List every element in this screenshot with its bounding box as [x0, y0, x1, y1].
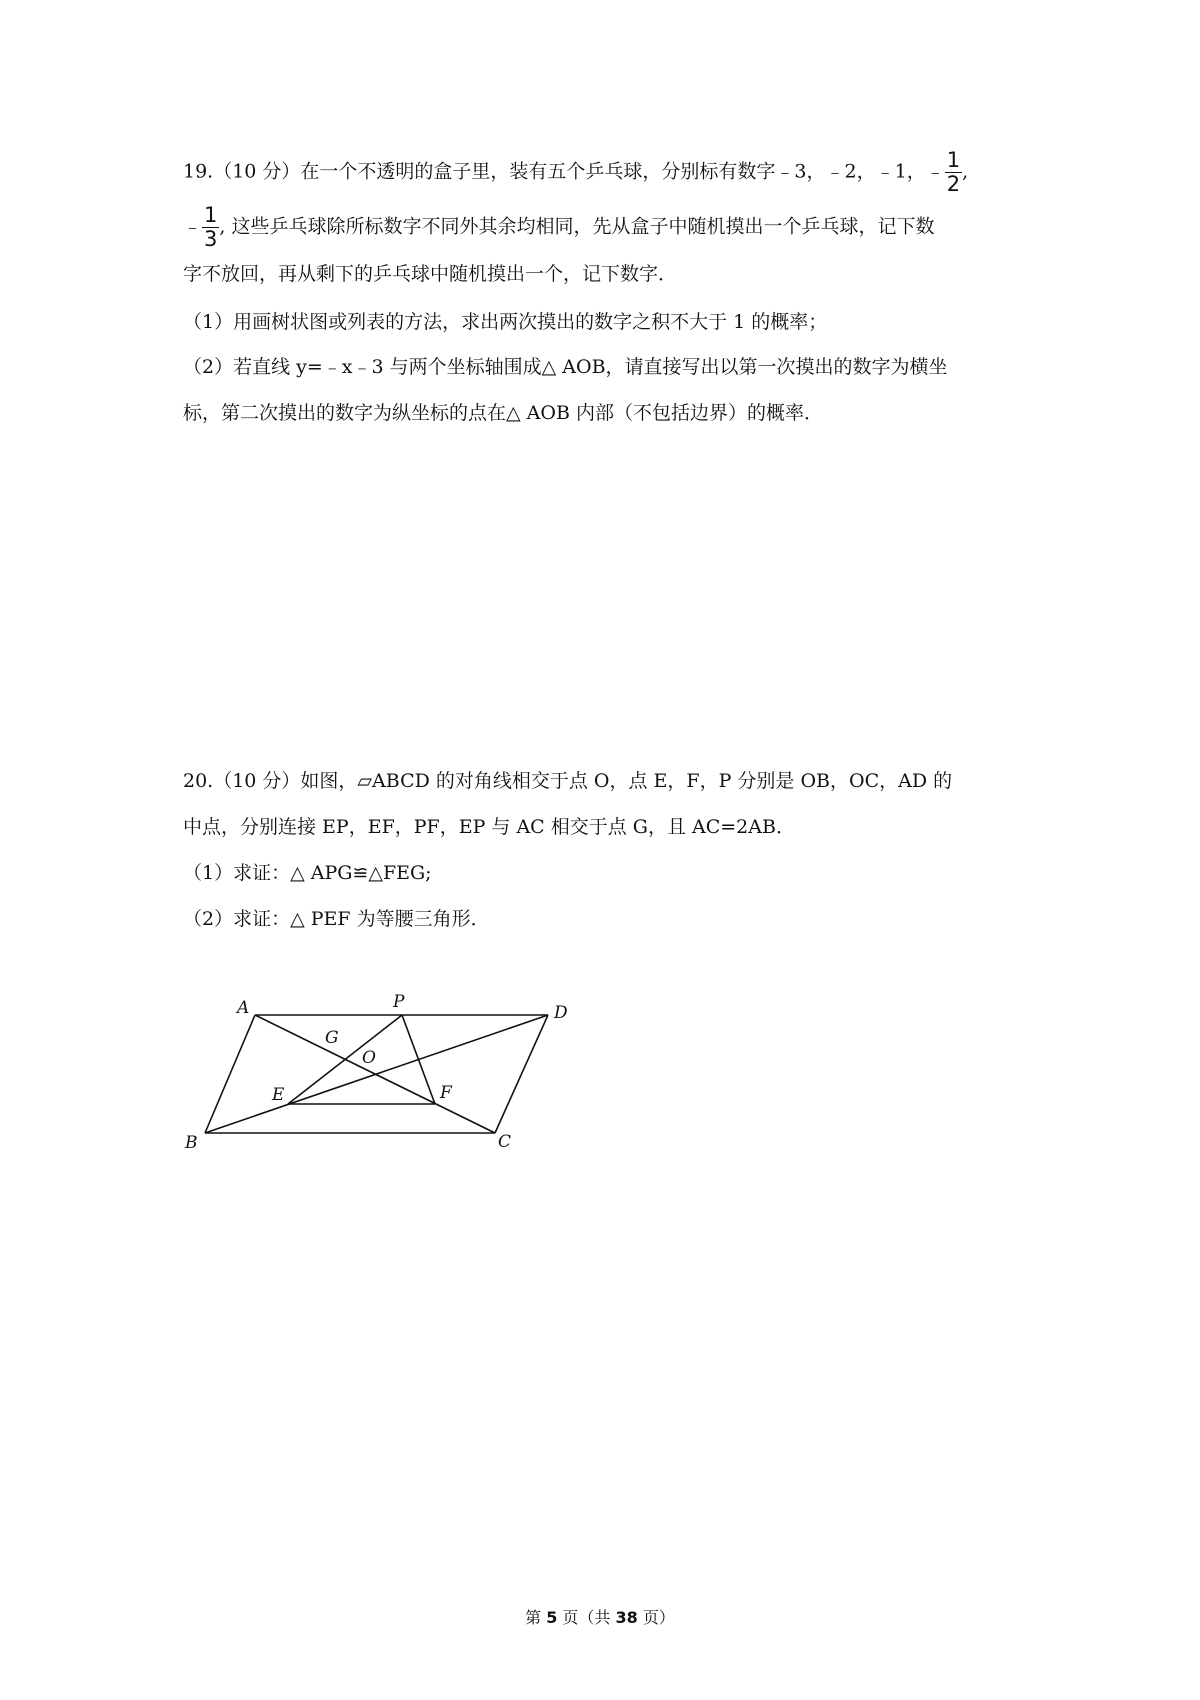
- fraction-numerator: 1: [204, 203, 218, 227]
- fraction-one-half: [945, 150, 962, 195]
- footer-total-pages: 38: [615, 1608, 638, 1627]
- fraction-numerator: 1: [946, 148, 961, 172]
- side-ab: [205, 1015, 255, 1133]
- label-g: G: [325, 1028, 339, 1048]
- side-dc: [495, 1015, 548, 1133]
- q20-line-1: 20.（10 分）如图，▱ABCD 的对角线相交于点 O，点 E，F，P 分别是 OB，OC，AD 的: [183, 770, 953, 792]
- label-o: O: [362, 1048, 376, 1068]
- footer-pre: 第: [525, 1608, 547, 1627]
- segment-ep: [288, 1015, 402, 1104]
- label-f: F: [440, 1083, 452, 1103]
- footer-page-number: 5: [546, 1608, 558, 1627]
- label-a: A: [237, 998, 250, 1018]
- q20-line-2: 中点，分别连接 EP，EF，PF，EP 与 AC 相交于点 G，且 AC=2AB．: [183, 816, 795, 838]
- q19-text-1: 19.（10 分）在一个不透明的盒子里，装有五个乒乓球，分别标有数字﹣3，﹣2，﹣1，﹣: [183, 160, 945, 183]
- page-footer: [0, 1605, 1200, 1628]
- label-d: D: [554, 1003, 568, 1023]
- label-p: P: [393, 992, 405, 1012]
- q19-part-2b: 标，第二次摸出的数字为纵坐标的点在△ AOB 内部（不包括边界）的概率．: [183, 402, 823, 424]
- q20-part-2: （2）求证：△ PEF 为等腰三角形．: [183, 908, 490, 930]
- q19-line-1: [183, 150, 968, 195]
- parallelogram-figure: [180, 985, 580, 1165]
- label-e: E: [272, 1085, 285, 1105]
- fraction-denominator: 2: [946, 172, 961, 196]
- label-b: B: [185, 1133, 198, 1153]
- q19-comma: ,: [962, 160, 969, 183]
- q19-text-2: , 这些乒乓球除所标数字不同外其余均相同，先从盒子中随机摸出一个乒乓球，记下数: [219, 215, 935, 238]
- q19-line-2: [183, 205, 934, 250]
- fraction-denominator: 3: [204, 227, 218, 251]
- q19-line-3: 字不放回，再从剩下的乒乓球中随机摸出一个，记下数字．: [183, 263, 678, 285]
- label-c: C: [498, 1132, 512, 1152]
- diagonal-bd: [205, 1015, 548, 1133]
- q20-part-1: （1）求证：△ APG≌△FEG;: [183, 862, 432, 884]
- footer-mid: 页（共: [557, 1608, 616, 1627]
- footer-post: 页）: [637, 1608, 675, 1627]
- q19-minus: ﹣: [183, 215, 203, 238]
- q19-part-1: （1）用画树状图或列表的方法，求出两次摸出的数字之积不大于 1 的概率；: [183, 311, 828, 333]
- fraction-one-third: [202, 205, 219, 250]
- segment-pf: [402, 1015, 435, 1104]
- q19-part-2a: （2）若直线 y=﹣x﹣3 与两个坐标轴围成△ AOB，请直接写出以第一次摸出的数字为横坐: [183, 356, 948, 378]
